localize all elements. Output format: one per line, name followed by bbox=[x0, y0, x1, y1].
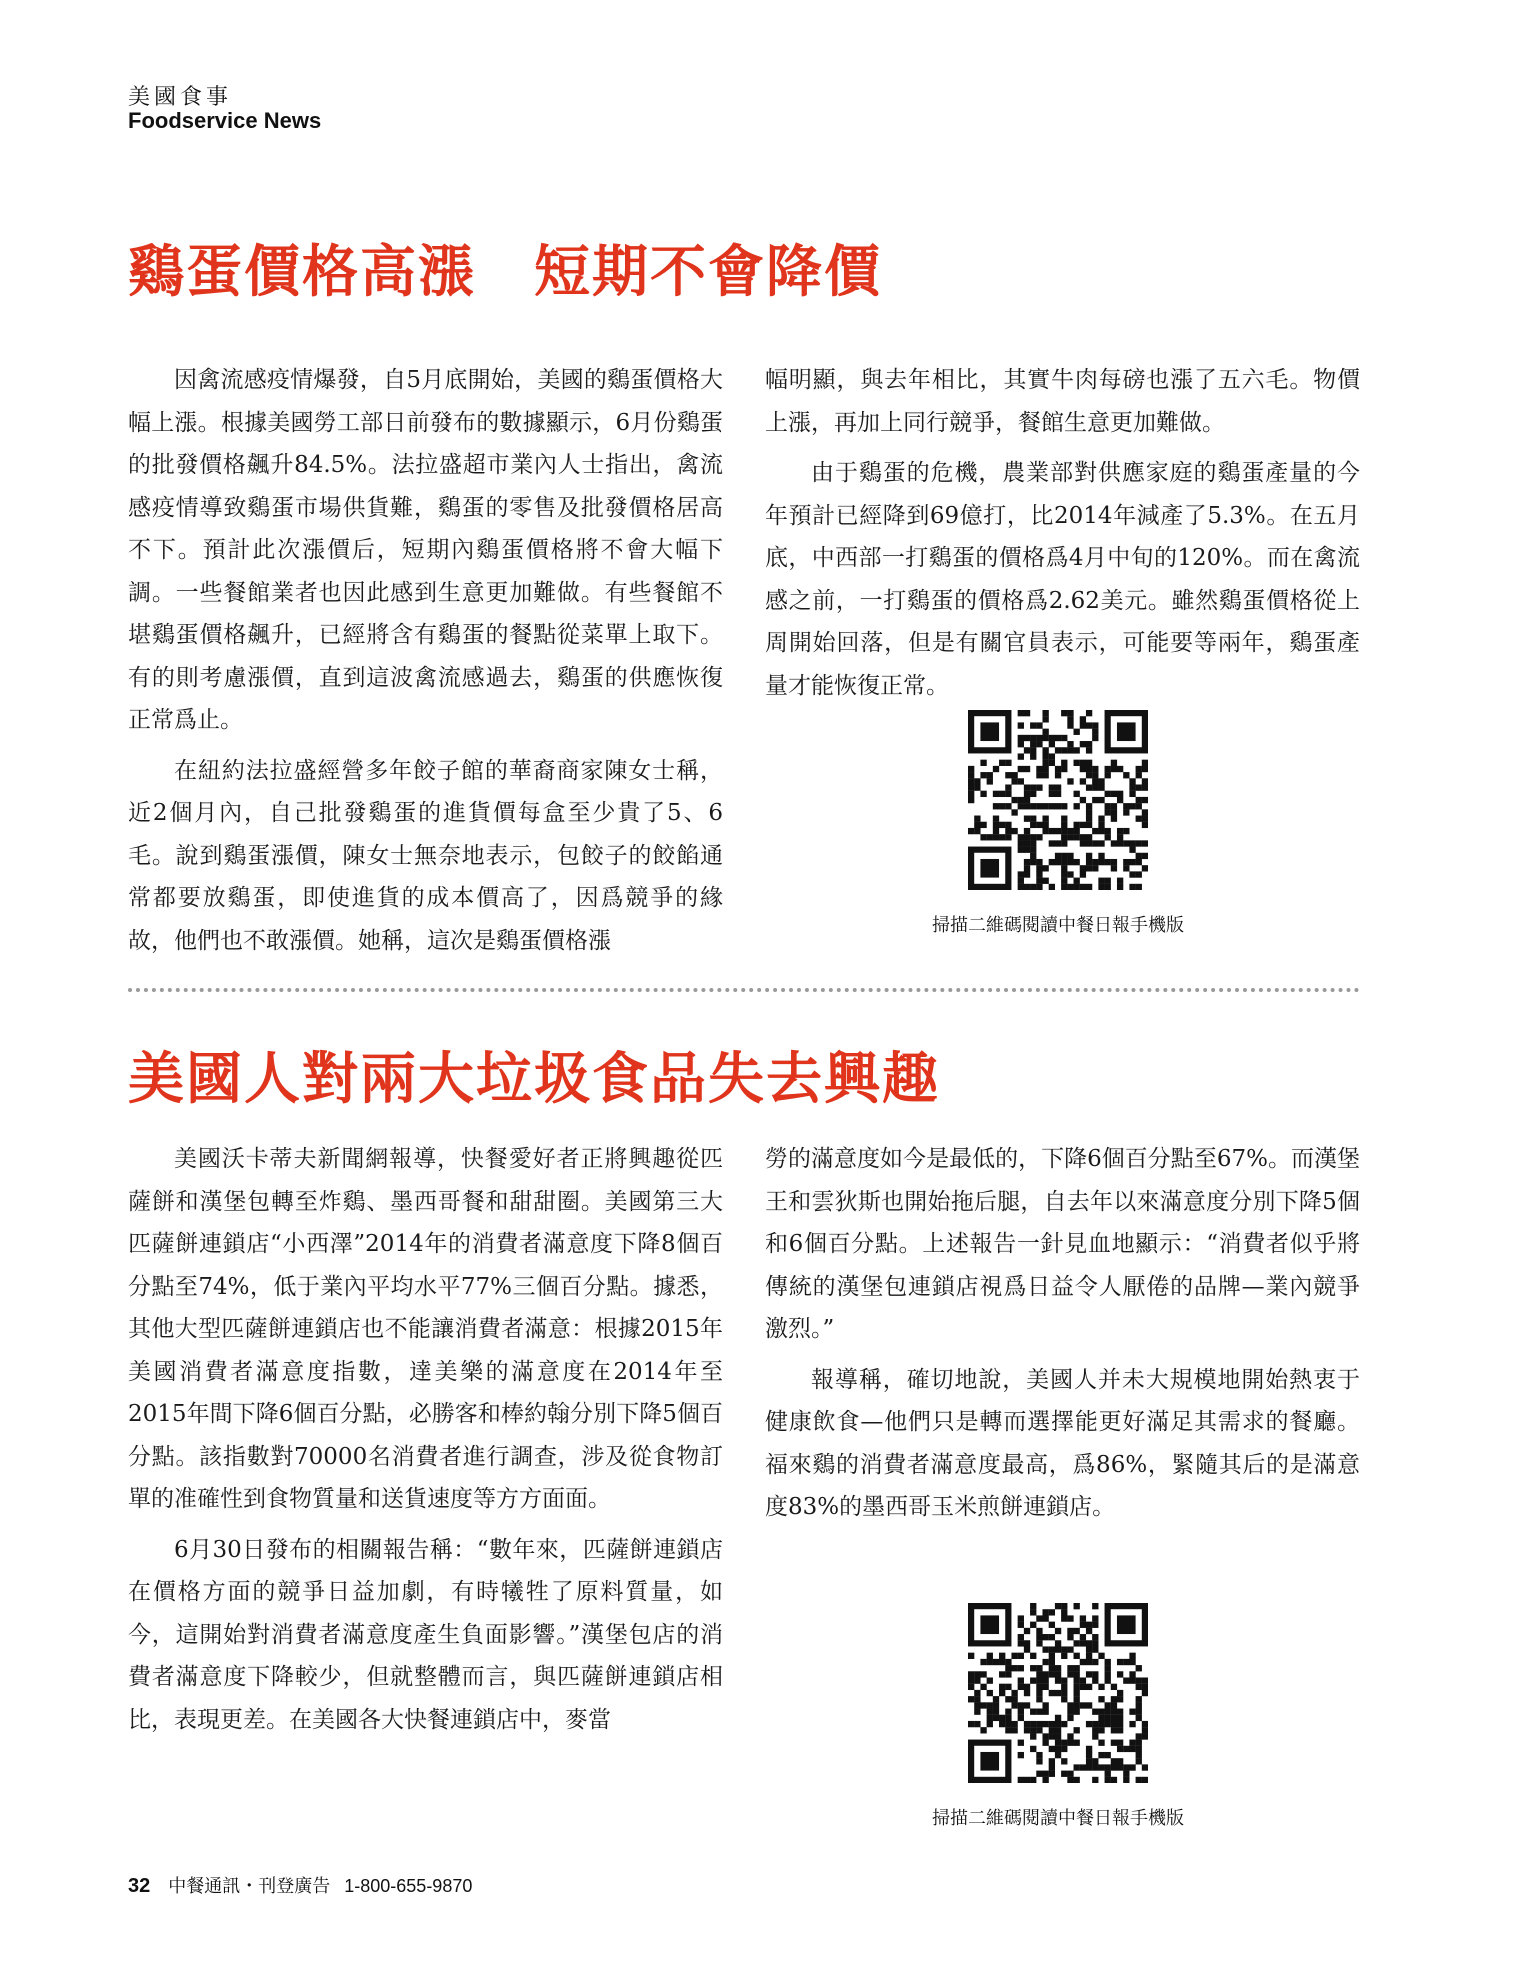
article-1-paragraph: 因禽流感疫情爆發，自5月底開始，美國的鷄蛋價格大幅上漲。根據美國勞工部日前發布的數據顯示，6月份鷄蛋的批發價格飆升84.5%。法拉盛超市業內人士指出，禽流感疫情導致鷄蛋市場供貨難，鷄蛋的零售及批發價格居高不下。預計此次漲價后，短期內鷄蛋價格將不會大幅下調。一些餐館業者也因此感到生意更加難做。有些餐館不堪鷄蛋價格飆升，已經將含有鷄蛋的餐點從菜單上取下。有的則考慮漲價，直到這波禽流感過去，鷄蛋的供應恢復正常爲止。 bbox=[128, 367, 723, 733]
article-1-headline: 鷄蛋價格高漲 短期不會降價 bbox=[128, 239, 882, 305]
article-1-left-column bbox=[128, 359, 723, 962]
qr-caption: 掃描二維碼閱讀中餐日報手機版 bbox=[932, 1808, 1184, 1829]
publication-name: 中餐通訊・刊登廣告 bbox=[168, 1876, 331, 1897]
article-1-paragraph: 在紐約法拉盛經營多年餃子館的華裔商家陳女士稱，近2個月內，自己批發鷄蛋的進貨價每盒至少貴了5、6毛。說到鷄蛋漲價，陳女士無奈地表示，包餃子的餃餡通常都要放鷄蛋，即使進貨的成本價高了，因爲競爭的緣故，他們也不敢漲價。她稱，這次是鷄蛋價格漲 bbox=[128, 757, 723, 954]
article-2-headline: 美國人對兩大垃圾食品失去興趣 bbox=[128, 1046, 940, 1112]
article-2-left-column bbox=[128, 1138, 723, 1741]
qr-caption: 掃描二維碼閱讀中餐日報手機版 bbox=[932, 915, 1184, 936]
article-1-paragraph: 由于鷄蛋的危機，農業部對供應家庭的鷄蛋產量的今年預計已經降到69億打，比2014年減產了5.3%。在五月底，中西部一打鷄蛋的價格爲4月中旬的120%。而在禽流感之前，一打鷄蛋的價格爲2.62美元。雖然鷄蛋價格從上周開始回落，但是有關官員表示，可能要等兩年，鷄蛋產量才能恢復正常。 bbox=[765, 460, 1360, 699]
section-title-en: Foodservice News bbox=[128, 108, 322, 133]
phone-number: 1-800-655-9870 bbox=[344, 1876, 473, 1896]
article-1-right-column bbox=[765, 359, 1360, 707]
article-2-right-column bbox=[765, 1138, 1360, 1529]
article-2-paragraph: 報導稱，確切地說，美國人并未大規模地開始熱衷于健康飲食—他們只是轉而選擇能更好滿足其需求的餐廳。福來鷄的消費者滿意度最高，爲86%，緊隨其后的是滿意度83%的墨西哥玉米煎餅連鎖店。 bbox=[765, 1366, 1360, 1520]
article-2-paragraph: 美國沃卡蒂夫新聞網報導，快餐愛好者正將興趣從匹薩餅和漢堡包轉至炸鷄、墨西哥餐和甜甜圈。美國第三大匹薩餅連鎖店“小西澤”2014年的消費者滿意度下降8個百分點至74%，低于業內平均水平77%三個百分點。據悉，其他大型匹薩餅連鎖店也不能讓消費者滿意：根據2015年美國消費者滿意度指數，達美樂的滿意度在2014年至2015年間下降6個百分點，必勝客和棒約翰分別下降5個百分點。該指數對70000名消費者進行調查，涉及從食物訂單的准確性到食物質量和送貨速度等方方面面。 bbox=[128, 1146, 723, 1512]
article-2-paragraph: 6月30日發布的相關報告稱：“數年來，匹薩餅連鎖店在價格方面的競爭日益加劇，有時犧牲了原料質量，如今，這開始對消費者滿意度產生負面影響。”漢堡包店的消費者滿意度下降較少，但就整體而言，與匹薩餅連鎖店相比，表現更差。在美國各大快餐連鎖店中，麥當 bbox=[128, 1536, 723, 1733]
section-title-cn: 美國食事 bbox=[128, 85, 233, 110]
article-1-paragraph: 幅明顯，與去年相比，其實牛肉每磅也漲了五六毛。物價上漲，再加上同行競爭，餐館生意更加難做。 bbox=[765, 367, 1360, 436]
page-footer bbox=[128, 1872, 472, 1898]
qr-code-icon bbox=[968, 1603, 1148, 1783]
page-number: 32 bbox=[128, 1875, 151, 1897]
article-2-paragraph: 勞的滿意度如今是最低的，下降6個百分點至67%。而漢堡王和雲狄斯也開始拖后腿，自去年以來滿意度分別下降5個和6個百分點。上述報告一針見血地顯示：“消費者似乎將傳統的漢堡包連鎖店視爲日益令人厭倦的品牌—業內競爭激烈。” bbox=[765, 1146, 1360, 1342]
qr-code-icon bbox=[968, 710, 1148, 890]
section-divider bbox=[128, 988, 1360, 992]
